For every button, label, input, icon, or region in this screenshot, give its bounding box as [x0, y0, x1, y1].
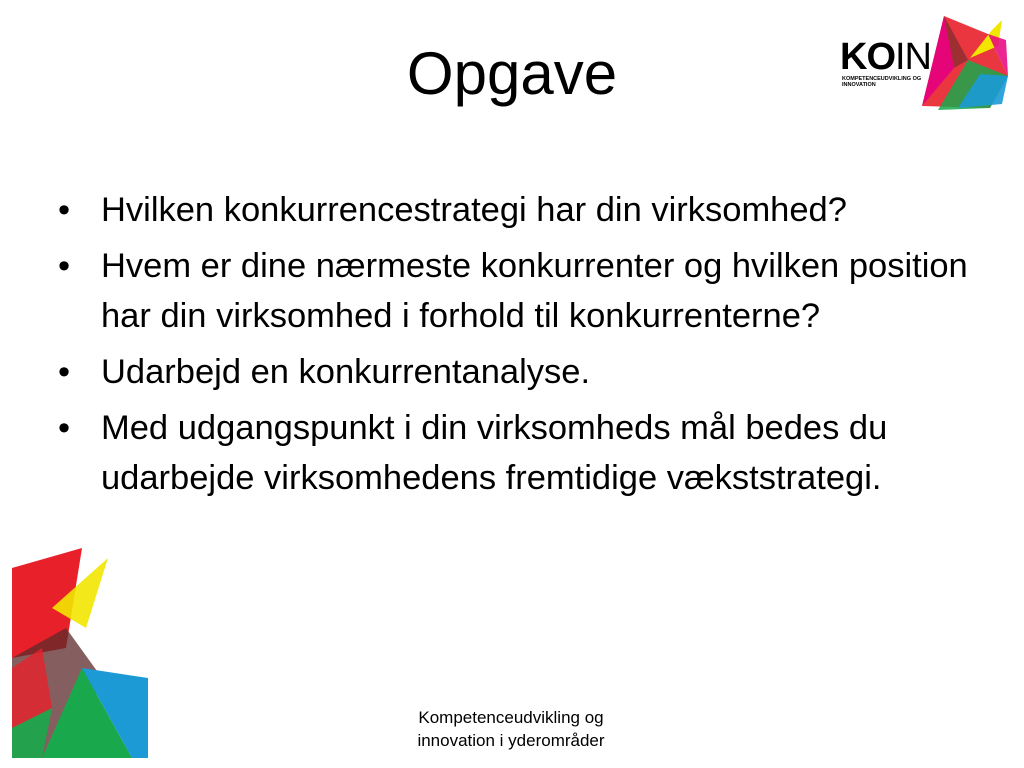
bullet-marker: •	[58, 353, 71, 391]
bullet-marker: •	[58, 247, 71, 285]
decorative-prism-corner	[12, 548, 152, 758]
footer-line: innovation i yderområder	[417, 731, 605, 750]
koin-logo	[840, 10, 1010, 112]
bullet-text: Udarbejd en konkurrentanalyse.	[101, 353, 591, 391]
bullet-marker: •	[58, 409, 71, 447]
bullet-item	[56, 241, 976, 341]
slide-title: Opgave	[406, 40, 618, 107]
bullet-item	[56, 185, 976, 235]
bullet-item	[56, 347, 976, 397]
slide-footer	[380, 706, 642, 752]
footer-line: Kompetenceudvikling og	[418, 708, 604, 727]
logo-prism-icon	[918, 10, 1010, 112]
logo-word-ko: KO	[840, 36, 895, 78]
logo-word-in: IN	[895, 36, 931, 78]
bullet-text: Med udgangspunkt i din virksomheds mål bedes du udarbejde virksomhedens fremtidige vækststrategi.	[101, 409, 888, 497]
bullet-text: Hvilken konkurrencestrategi har din virksomhed?	[101, 191, 847, 229]
bullet-marker: •	[58, 191, 71, 229]
bullet-text: Hvem er dine nærmeste konkurrenter og hvilken position har din virksomhed i forhold til konkurrenterne?	[101, 247, 968, 335]
logo-tagline: KOMPETENCEUDVIKLING OG INNOVATION	[842, 76, 922, 88]
bullet-list	[56, 185, 976, 509]
bullet-item	[56, 403, 976, 503]
